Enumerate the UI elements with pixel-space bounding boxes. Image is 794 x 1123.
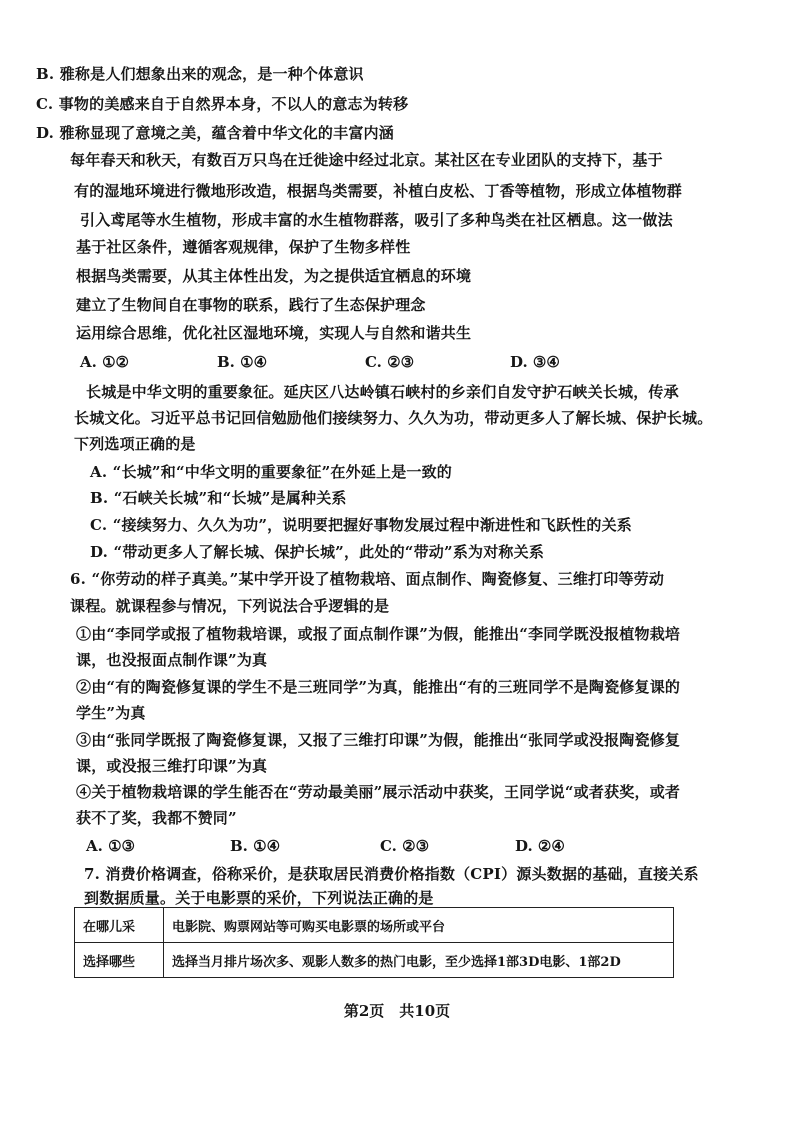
q6-statement-1-line-2: 课，也没报面点制作课”为真	[76, 651, 268, 669]
q6-statement-2-line-1: ②由“有的陶瓷修复课的学生不是三班同学”为真，能推出“有的三班同学不是陶瓷修复课的	[76, 678, 681, 696]
table-row-head: 选择哪些	[75, 943, 164, 978]
q6-stem-line-2: 课程。就课程参与情况，下列说法合乎逻辑的是	[70, 597, 390, 615]
q6-stem-line-1: 6. “你劳动的样子真美。”某中学开设了植物栽培、面点制作、陶瓷修复、三维打印等劳动	[70, 570, 665, 588]
q4-statement-2: 根据鸟类需要，从其主体性出发，为之提供适宜栖息的环境	[76, 267, 472, 285]
q7-stem-line-2: 到数据质量。关于电影票的采价，下列说法正确的是	[84, 889, 434, 907]
table-row-body: 选择当月排片场次多、观影人数多的热门电影，至少选择1部3D电影、1部2D	[164, 943, 674, 978]
q5-stem-line-1: 长城是中华文明的重要象征。延庆区八达岭镇石峡村的乡亲们自发守护石峡关长城，传承	[86, 383, 679, 401]
table-row-head: 在哪儿采	[75, 908, 164, 943]
q6-statement-2-line-2: 学生”为真	[76, 704, 146, 722]
q4-option-b: B. ①④	[217, 353, 268, 371]
option-b-q3: B. 雅称是人们想象出来的观念，是一种个体意识	[36, 65, 364, 83]
q5-stem-line-3: 下列选项正确的是	[74, 435, 196, 453]
q5-stem-line-2: 长城文化。习近平总书记回信勉励他们接续努力、久久为功，带动更多人了解长城、保护长城。	[74, 409, 713, 427]
q6-statement-3-line-2: 课，或没报三维打印课”为真	[76, 757, 268, 775]
q6-statement-4-line-1: ④关于植物栽培课的学生能否在“劳动最美丽”展示活动中获奖，王同学说“或者获奖，或者	[76, 783, 681, 801]
q4-statement-3: 建立了生物间自在事物的联系，践行了生态保护理念	[76, 296, 426, 314]
table-row-body: 电影院、购票网站等可购买电影票的场所或平台	[164, 908, 674, 943]
q6-option-c: C. ②③	[380, 837, 430, 855]
q5-option-c: C. “接续努力、久久为功”，说明要把握好事物发展过程中渐进性和飞跃性的关系	[90, 516, 632, 534]
q5-option-b: B. “石峡关长城”和“长城”是属种关系	[90, 489, 347, 507]
q6-statement-1-line-1: ①由“李同学或报了植物栽培课，或报了面点制作课”为假，能推出“李同学既没报植物栽培	[76, 625, 681, 643]
q4-stem-line-3: 引入鸢尾等水生植物，形成丰富的水生植物群落，吸引了多种鸟类在社区栖息。这一做法	[80, 211, 673, 229]
option-c-q3: C. 事物的美感来自于自然界本身，不以人的意志为转移	[36, 95, 409, 113]
q6-option-d: D. ②④	[515, 837, 565, 855]
q4-option-a: A. ①②	[80, 353, 129, 371]
q4-statement-1: 基于社区条件，遵循客观规律，保护了生物多样性	[76, 238, 411, 256]
q4-option-c: C. ②③	[365, 353, 415, 371]
table-row	[75, 908, 674, 943]
q6-statement-4-line-2: 获不了奖，我都不赞同”	[76, 809, 237, 827]
q4-stem-line-2: 有的湿地环境进行微地形改造，根据鸟类需要，补植白皮松、丁香等植物，形成立体植物群	[74, 182, 683, 200]
page-number: 第2页 共10页	[343, 1002, 451, 1020]
q6-statement-3-line-1: ③由“张同学既报了陶瓷修复课，又报了三维打印课”为假，能推出“张同学或没报陶瓷修复	[76, 731, 681, 749]
table-row	[75, 943, 674, 978]
q7-stem-line-1: 7. 消费价格调查，俗称采价，是获取居民消费价格指数（CPI）源头数据的基础，直接关系	[84, 865, 699, 883]
q5-option-d: D. “带动更多人了解长城、保护长城”，此处的“带动”系为对称关系	[90, 543, 545, 561]
q6-option-b: B. ①④	[230, 837, 281, 855]
q4-option-d: D. ③④	[510, 353, 560, 371]
q4-stem-line-1: 每年春天和秋天，有数百万只鸟在迁徙途中经过北京。某社区在专业团队的支持下，基于	[70, 151, 663, 169]
q6-option-a: A. ①③	[86, 837, 135, 855]
q5-option-a: A. “长城”和“中华文明的重要象征”在外延上是一致的	[90, 463, 452, 481]
option-d-q3: D. 雅称显现了意境之美，蕴含着中华文化的丰富内涵	[36, 124, 394, 142]
price-survey-table	[74, 907, 674, 978]
q4-statement-4: 运用综合思维，优化社区湿地环境，实现人与自然和谐共生	[76, 324, 472, 342]
